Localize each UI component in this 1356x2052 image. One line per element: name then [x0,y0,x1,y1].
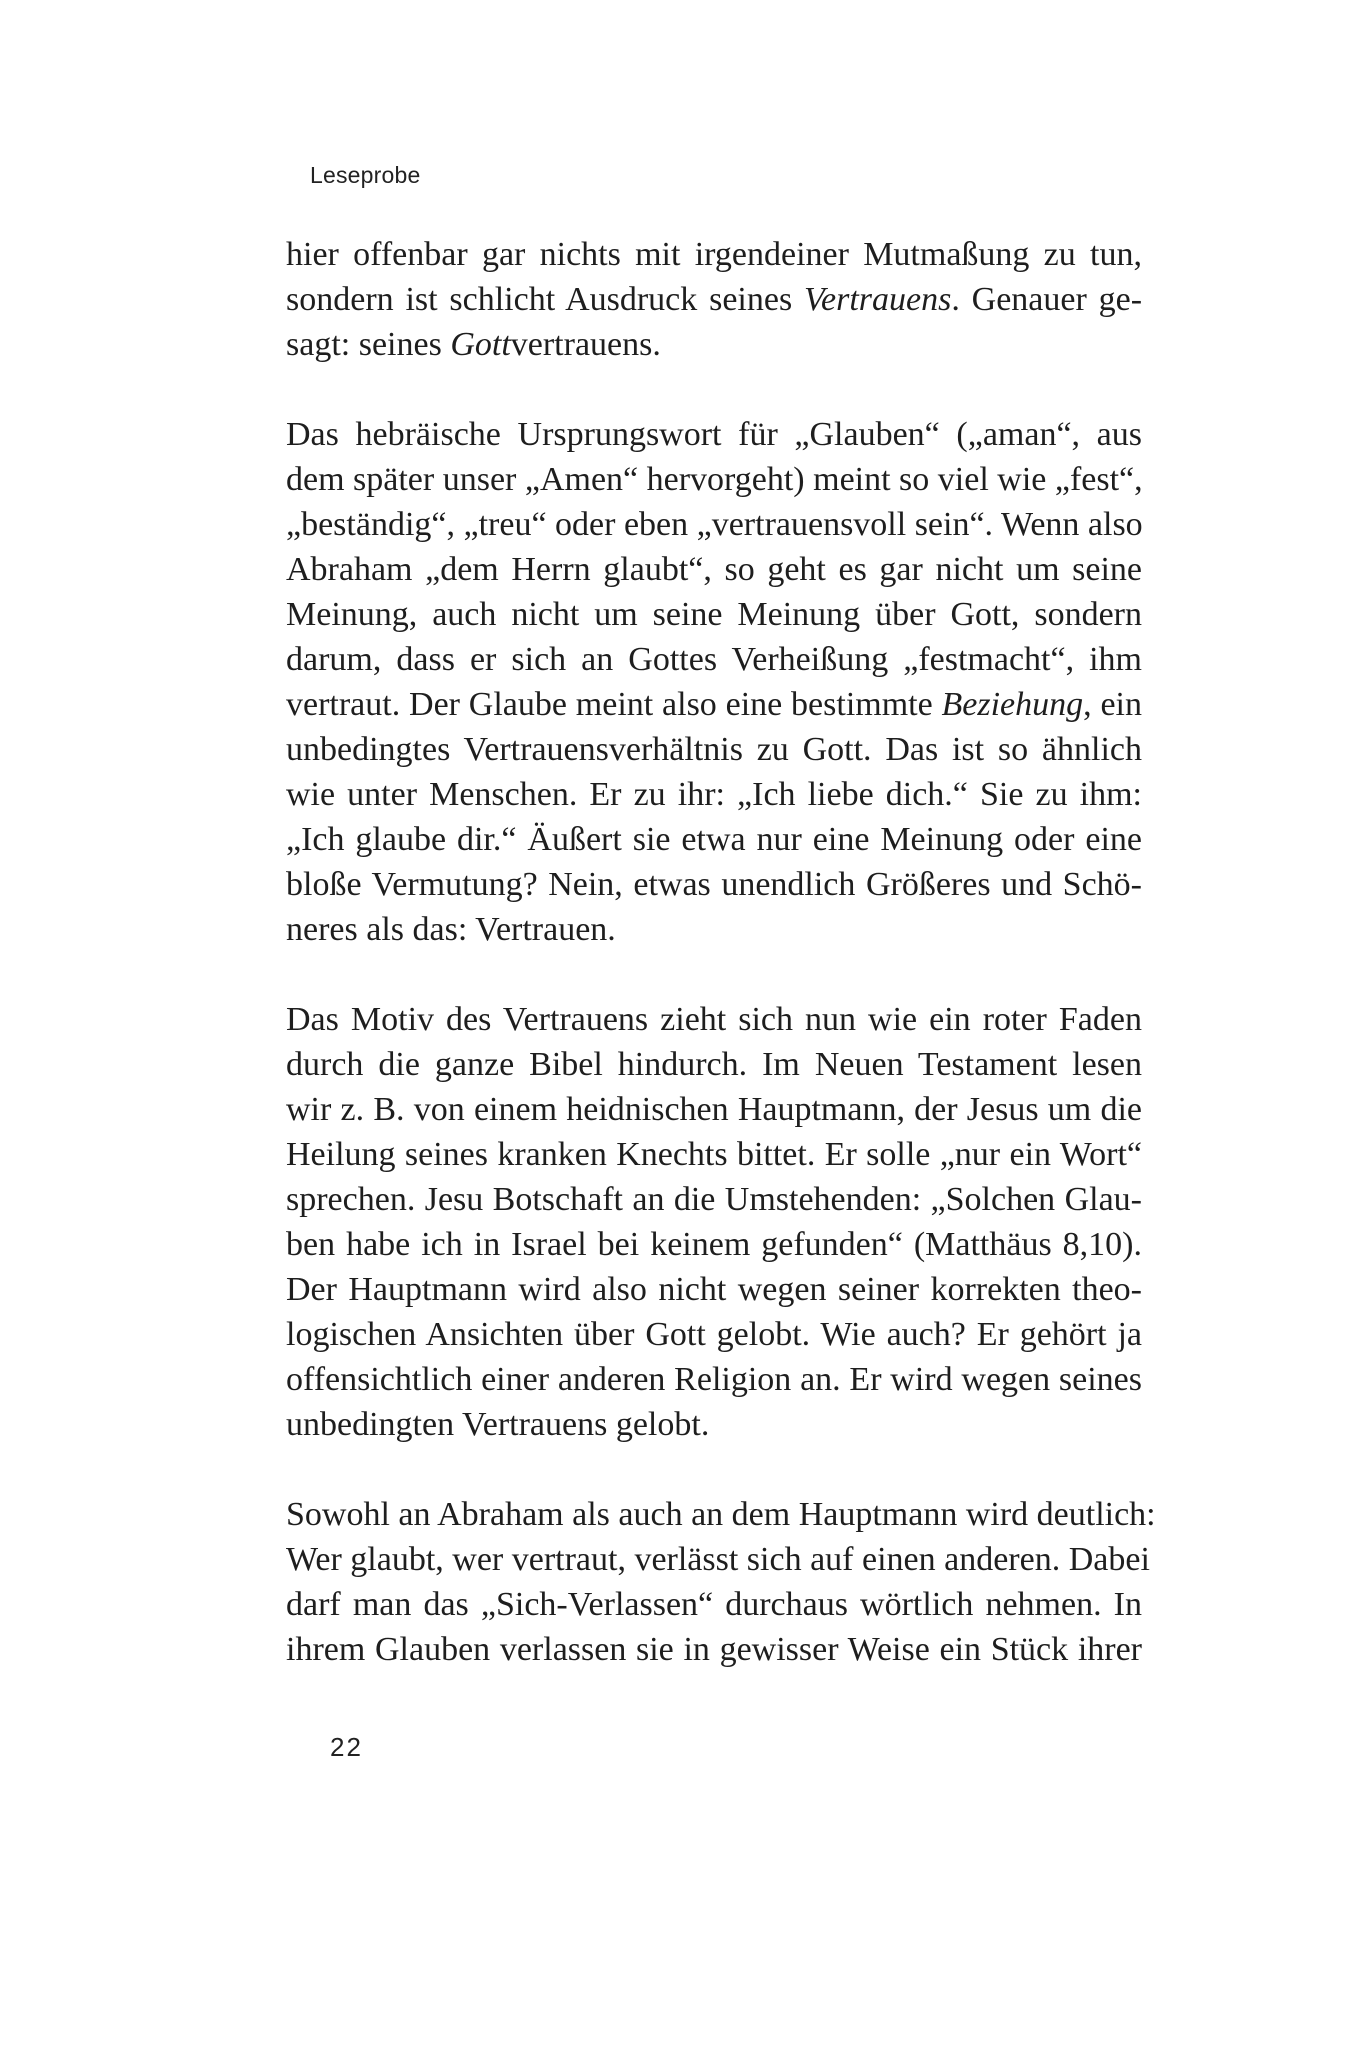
emphasis-text: Beziehung [941,686,1084,723]
emphasis-text: Vertrauens [804,281,952,318]
text-line [286,1222,1142,1267]
line-text: vertraut. Der Glaube meint also eine bestimmte [286,686,942,723]
line-text: Sowohl an Abraham als auch an dem Hauptmann wird deutlich: [286,1496,1156,1533]
text-line [286,1582,1142,1627]
line-text: neres als das: Vertrauen. [286,911,616,948]
text-line [286,1132,1142,1177]
text-line [286,817,1142,862]
line-text: sondern ist schlicht Ausdruck seines [286,281,804,318]
paragraph [286,232,1142,367]
line-text: ihrem Glauben verlassen sie in gewisser Weise ein Stück ihrer [286,1631,1142,1668]
text-line [286,1537,1150,1582]
line-text: Das hebräische Ursprungswort für „Glauben“ („aman“, aus [286,416,1142,453]
body-text [286,232,1156,1672]
text-line [286,457,1142,502]
line-text: ben habe ich in Israel bei keinem gefunden“ (Matthäus 8,10). [286,1226,1142,1263]
text-line [286,412,1142,457]
text-line [286,862,1142,907]
text-line [286,1402,1142,1447]
paragraph-gap [286,952,1142,997]
text-line [286,772,1142,817]
text-line [286,1267,1142,1312]
text-line [286,1627,1142,1672]
line-text: bloße Vermutung? Nein, etwas unendlich Größeres und Schö- [286,866,1142,903]
line-text: offensichtlich einer anderen Religion an. Er wird wegen seines [286,1361,1142,1398]
line-text: , ein [1083,686,1142,723]
line-text: Der Hauptmann wird also nicht wegen seiner korrekten theo- [286,1271,1142,1308]
text-line [286,1087,1142,1132]
page-number: 22 [330,1732,363,1762]
text-line [286,637,1142,682]
text-line [286,1042,1142,1087]
text-line [286,232,1142,277]
line-text: wie unter Menschen. Er zu ihr: „Ich liebe dich.“ Sie zu ihm: [286,776,1142,813]
text-line [286,727,1142,772]
text-line [286,997,1142,1042]
text-line [286,1357,1142,1402]
line-text: Wer glaubt, wer vertraut, verlässt sich auf einen anderen. Dabei [286,1541,1150,1578]
line-text: „beständig“, „treu“ oder eben „vertrauensvoll sein“. Wenn also [286,506,1143,543]
paragraph-gap [286,1447,1142,1492]
line-text: „Ich glaube dir.“ Äußert sie etwa nur eine Meinung oder eine [286,821,1142,858]
paragraph [286,1492,1156,1672]
line-text: Abraham „dem Herrn glaubt“, so geht es gar nicht um seine [286,551,1142,588]
line-text: sagt: seines [286,326,451,363]
line-text: . Genauer ge- [951,281,1143,318]
line-text: dem später unser „Amen“ hervorgeht) meint so viel wie „fest“, [286,461,1143,498]
text-line [286,1177,1142,1222]
text-line [286,907,1142,952]
line-text: wir z. B. von einem heidnischen Hauptmann, der Jesus um die [286,1091,1142,1128]
emphasis-text: Gott [450,326,511,363]
line-text: Meinung, auch nicht um seine Meinung über Gott, sondern [286,596,1142,633]
line-text: darf man das „Sich-Verlassen“ durchaus wörtlich nehmen. In [286,1586,1142,1623]
paragraph-gap [286,367,1142,412]
text-line [286,502,1142,547]
line-text: vertrauens. [510,326,661,363]
paragraph [286,412,1142,952]
line-text: darum, dass er sich an Gottes Verheißung „festmacht“, ihm [286,641,1142,678]
line-text: sprechen. Jesu Botschaft an die Umstehenden: „Solchen Glau- [286,1181,1142,1218]
line-text: Das Motiv des Vertrauens zieht sich nun wie ein roter Faden [286,1001,1142,1038]
line-text: hier offenbar gar nichts mit irgendeiner Mutmaßung zu tun, [286,236,1142,273]
text-line [286,1492,1156,1537]
line-text: logischen Ansichten über Gott gelobt. Wie auch? Er gehört ja [286,1316,1142,1353]
line-text: unbedingten Vertrauens gelobt. [286,1406,710,1443]
text-line [286,322,1142,367]
text-line [286,592,1142,637]
text-line [286,277,1142,322]
text-line [286,547,1142,592]
line-text: unbedingtes Vertrauensverhältnis zu Gott. Das ist so ähnlich [286,731,1142,768]
text-line [286,682,1142,727]
text-line [286,1312,1142,1357]
running-header: Leseprobe [310,162,421,188]
line-text: durch die ganze Bibel hindurch. Im Neuen Testament lesen [286,1046,1142,1083]
line-text: Heilung seines kranken Knechts bittet. Er solle „nur ein Wort“ [286,1136,1142,1173]
paragraph [286,997,1142,1447]
